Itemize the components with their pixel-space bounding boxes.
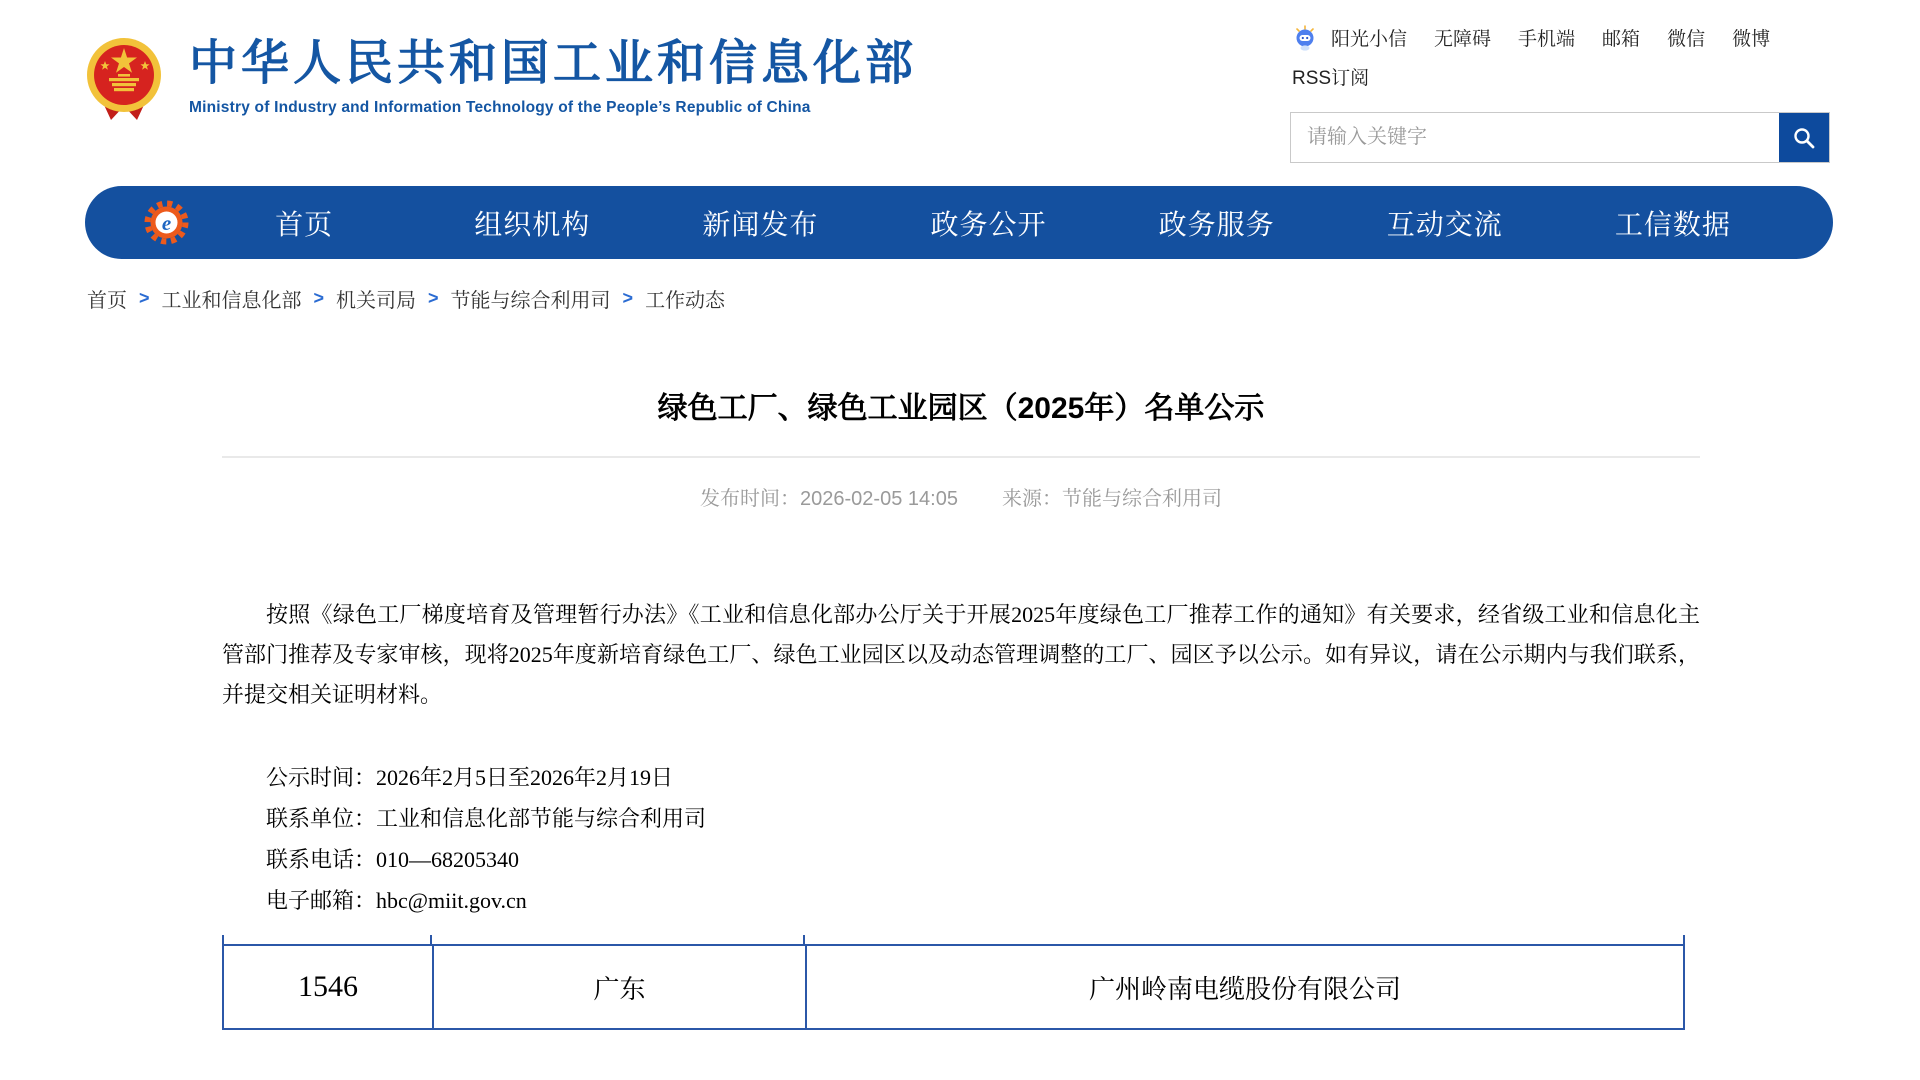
nav-items xyxy=(190,203,1787,243)
search-input[interactable] xyxy=(1291,113,1779,162)
nav-item-gov-services[interactable]: 政务服务 xyxy=(1158,208,1275,240)
svg-text:e: e xyxy=(161,211,172,235)
contact-phone-line: 联系电话：010—68205340 xyxy=(266,847,520,872)
publish-time-label: 发布时间： xyxy=(700,488,801,510)
site-title-zh: 中华人民共和国工业和信息化部 xyxy=(189,37,918,90)
nav-item-interaction[interactable]: 互动交流 xyxy=(1386,208,1503,240)
chatbot-robot-icon[interactable] xyxy=(1292,25,1318,51)
table-row xyxy=(222,944,1685,1030)
breadcrumb-separator: > xyxy=(428,288,439,308)
quick-link-mail[interactable]: 邮箱 xyxy=(1602,29,1641,50)
breadcrumb-miit[interactable]: 工业和信息化部 xyxy=(161,290,302,312)
miit-gear-logo-icon[interactable] xyxy=(143,199,190,246)
quick-link-wechat[interactable]: 微信 xyxy=(1667,29,1706,50)
quick-link-mobile[interactable]: 手机端 xyxy=(1518,29,1576,50)
contact-email-line: 电子邮箱：hbc@miit.gov.cn xyxy=(266,888,527,913)
breadcrumb-departments[interactable]: 机关司局 xyxy=(336,290,417,312)
breadcrumb-home[interactable]: 首页 xyxy=(87,290,127,312)
breadcrumb-work-updates[interactable]: 工作动态 xyxy=(645,290,726,312)
publicity-period-line: 公示时间：2026年2月5日至2026年2月19日 xyxy=(266,765,674,790)
nav-item-news[interactable]: 新闻发布 xyxy=(702,208,819,240)
breadcrumb-separator: > xyxy=(139,288,150,308)
table-cell-company: 广州岭南电缆股份有限公司 xyxy=(1088,974,1401,1004)
nav-item-home[interactable]: 首页 xyxy=(275,208,334,240)
breadcrumb-energy-dept[interactable]: 节能与综合利用司 xyxy=(450,290,611,312)
source-label: 来源： xyxy=(1001,488,1062,510)
breadcrumb-separator: > xyxy=(622,288,634,308)
quick-link-weibo[interactable]: 微博 xyxy=(1732,29,1771,50)
source-value: 节能与综合利用司 xyxy=(1061,488,1222,510)
header-quick-links xyxy=(1292,24,1772,90)
publish-time: 2026-02-05 14:05 xyxy=(800,488,958,510)
rss-subscribe-link[interactable]: RSS订阅 xyxy=(1292,68,1370,89)
national-emblem-icon xyxy=(85,36,163,122)
search-icon xyxy=(1792,126,1816,150)
quick-link-accessibility[interactable]: 无障碍 xyxy=(1434,29,1492,50)
search-button[interactable] xyxy=(1779,113,1829,162)
search-bar xyxy=(1290,112,1830,163)
table-cell-number: 1546 xyxy=(224,946,434,1028)
breadcrumb xyxy=(87,284,725,313)
article-paragraph: 按照《绿色工厂梯度培育及管理暂行办法》《工业和信息化部办公厅关于开展2025年度绿色工厂推荐工作的通知》有关要求，经省级工业和信息化主管部门推荐及专家审核，现将2025年度新培育绿色工厂、绿色工业园区以及动态管理调整的工厂、园区予以公示。如有异议，请在公示期内与我们联系，并提交相关证明材料。 xyxy=(222,602,1700,707)
site-title-en: Ministry of Industry and Information Technology of the People’s Republic of China xyxy=(189,99,811,116)
contact-unit-line: 联系单位：工业和信息化部节能与综合利用司 xyxy=(266,806,707,831)
nav-item-organization[interactable]: 组织机构 xyxy=(474,208,591,240)
publish-meta xyxy=(222,482,1700,511)
site-logo-block[interactable] xyxy=(85,36,917,122)
article-title: 绿色工厂、绿色工业园区（2025年）名单公示 xyxy=(657,392,1265,425)
table-cell-province: 广东 xyxy=(434,946,807,1028)
main-navbar xyxy=(85,186,1833,259)
table-cutoff-remnant xyxy=(222,935,1685,944)
breadcrumb-separator: > xyxy=(313,288,325,308)
contact-info-block xyxy=(222,757,1700,921)
article xyxy=(222,388,1700,1030)
nav-item-gov-disclosure[interactable]: 政务公开 xyxy=(930,208,1047,240)
nav-item-miit-data[interactable]: 工信数据 xyxy=(1614,208,1731,240)
title-divider xyxy=(222,456,1700,458)
quick-link-sunshine-bot[interactable]: 阳光小信 xyxy=(1331,29,1408,50)
